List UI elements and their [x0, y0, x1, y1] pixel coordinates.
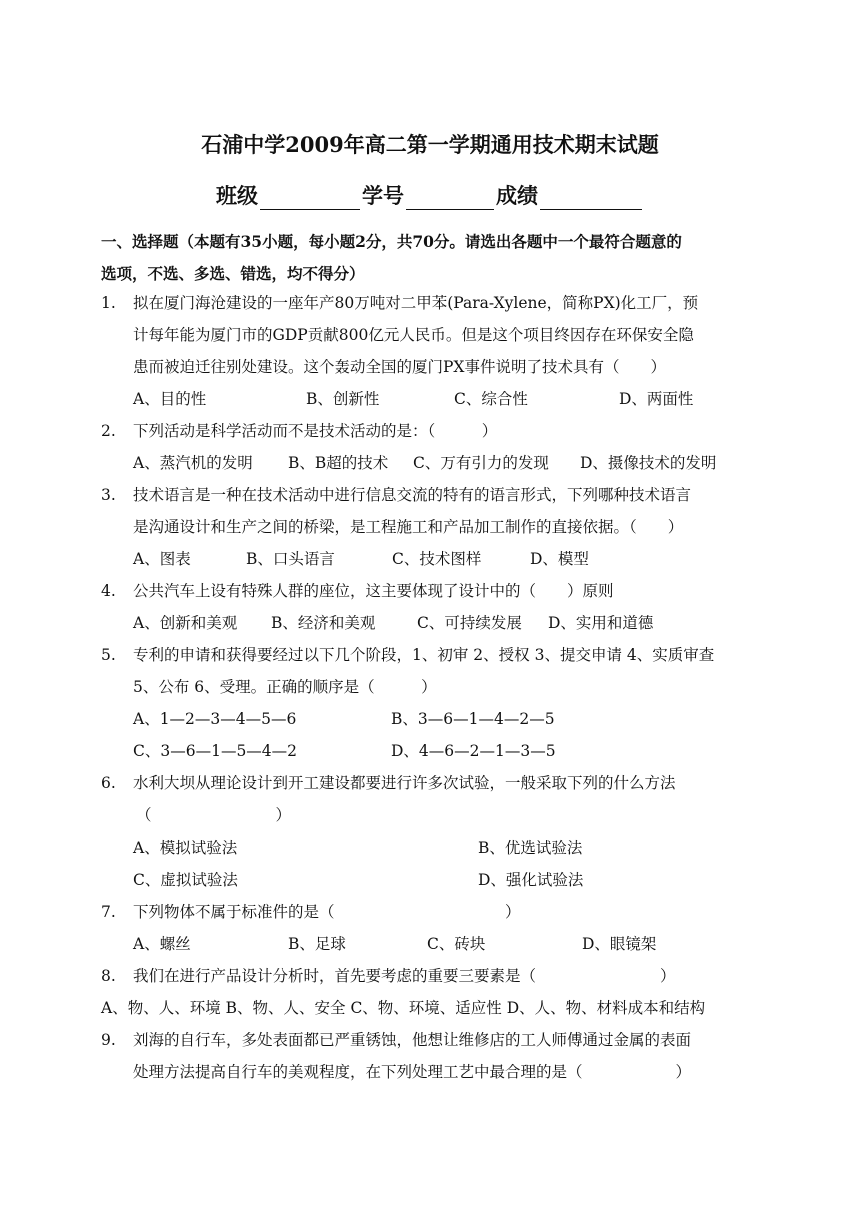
option-a[interactable]: A、模拟试验法 — [133, 839, 238, 857]
question-number: 8. — [101, 967, 116, 985]
question-text-line: 我们在进行产品设计分析时，首先要考虑的重要三要素是（ ） — [133, 967, 676, 985]
option-c[interactable]: C、砖块 — [427, 935, 486, 953]
question-text-line: 水利大坝从理论设计到开工建设都要进行许多次试验，一般采取下列的什么方法 — [133, 774, 676, 792]
question-number: 4. — [101, 582, 116, 600]
option-a[interactable]: A、目的性 — [133, 390, 207, 408]
option-d[interactable]: D、摄像技术的发明 — [580, 454, 717, 472]
option-c[interactable]: C、技术图样 — [392, 550, 482, 568]
option-c[interactable]: C、虚拟试验法 — [133, 871, 238, 889]
id-label: 学号 — [362, 183, 404, 208]
question-number: 7. — [101, 903, 116, 921]
option-b[interactable]: B、3—6—1—4—2—5 — [391, 710, 555, 728]
question-number: 1. — [101, 294, 116, 312]
student-info-line — [0, 182, 860, 210]
question-number: 5. — [101, 646, 116, 664]
option-c[interactable]: C、万有引力的发现 — [413, 454, 549, 472]
question-text-line: 下列物体不属于标准件的是（ ） — [133, 903, 521, 921]
question-text-line: 刘海的自行车，多处表面都已严重锈蚀，他想让维修店的工人师傅通过金属的表面 — [133, 1031, 692, 1049]
option-d[interactable]: D、实用和道德 — [548, 614, 654, 632]
question-text-line: 下列活动是科学活动而不是技术活动的是：（ ） — [133, 422, 498, 440]
class-label: 班级 — [216, 183, 258, 208]
score-label: 成绩 — [496, 183, 538, 208]
question-text-line: 患而被迫迁往别处建设。这个轰动全国的厦门PX事件说明了技术具有（ ） — [133, 358, 666, 376]
question-number: 2. — [101, 422, 116, 440]
option-b[interactable]: B、口头语言 — [246, 550, 335, 568]
option-a[interactable]: A、图表 — [133, 550, 191, 568]
option-a[interactable]: A、创新和美观 — [133, 614, 238, 632]
question-text-line: 5、公布 6、受理。正确的顺序是（ ） — [133, 678, 437, 696]
option-line[interactable]: A、物、人、环境 B、物、人、安全 C、物、环境、适应性 D、人、物、材料成本和结构 — [101, 999, 706, 1017]
option-b[interactable]: B、足球 — [288, 935, 346, 953]
question-text-line: 技术语言是一种在技术活动中进行信息交流的特有的语言形式，下列哪种技术语言 — [133, 486, 692, 504]
question-text-line: （ ） — [136, 806, 292, 824]
option-b[interactable]: B、优选试验法 — [478, 839, 583, 857]
id-blank[interactable] — [406, 187, 494, 210]
option-c[interactable]: C、3—6—1—5—4—2 — [133, 742, 298, 760]
option-d[interactable]: D、两面性 — [619, 390, 694, 408]
question-number: 6. — [101, 774, 116, 792]
section-heading-line-2: 选项，不选、多选、错选，均不得分） — [101, 264, 365, 283]
option-d[interactable]: D、4—6—2—1—3—5 — [391, 742, 556, 760]
class-blank[interactable] — [260, 187, 360, 210]
question-number: 9. — [101, 1031, 116, 1049]
question-text-line: 是沟通设计和生产之间的桥梁，是工程施工和产品加工制作的直接依据。（ ） — [133, 518, 684, 536]
option-c[interactable]: C、综合性 — [454, 390, 528, 408]
option-b[interactable]: B、经济和美观 — [271, 614, 376, 632]
option-c[interactable]: C、可持续发展 — [417, 614, 522, 632]
option-a[interactable]: A、蒸汽机的发明 — [133, 454, 253, 472]
page-title: 石浦中学2009年高二第一学期通用技术期末试题 — [201, 132, 659, 157]
question-text-line: 计每年能为厦门市的GDP贡献800亿元人民币。但是这个项目终因存在环保安全隐 — [133, 326, 694, 344]
section-heading-line-1: 一、选择题（本题有35小题，每小题2分，共70分。请选出各题中一个最符合题意的 — [101, 232, 682, 251]
option-a[interactable]: A、螺丝 — [133, 935, 191, 953]
question-text-line: 公共汽车上设有特殊人群的座位，这主要体现了设计中的（ ）原则 — [133, 582, 614, 600]
question-text-line: 专利的申请和获得要经过以下几个阶段，1、初审 2、授权 3、提交申请 4、实质审查 — [133, 646, 715, 664]
question-text-line: 处理方法提高自行车的美观程度，在下列处理工艺中最合理的是（ ） — [133, 1063, 692, 1081]
score-blank[interactable] — [540, 187, 642, 210]
option-a[interactable]: A、1—2—3—4—5—6 — [133, 710, 297, 728]
option-d[interactable]: D、眼镜架 — [582, 935, 657, 953]
option-d[interactable]: D、模型 — [530, 550, 589, 568]
option-d[interactable]: D、强化试验法 — [478, 871, 584, 889]
option-b[interactable]: B、创新性 — [306, 390, 380, 408]
question-text-line: 拟在厦门海沧建设的一座年产80万吨对二甲苯(Para-Xylene，简称PX)化工厂，预 — [133, 294, 699, 312]
option-b[interactable]: B、B超的技术 — [288, 454, 389, 472]
question-number: 3. — [101, 486, 116, 504]
section-heading — [101, 226, 765, 290]
